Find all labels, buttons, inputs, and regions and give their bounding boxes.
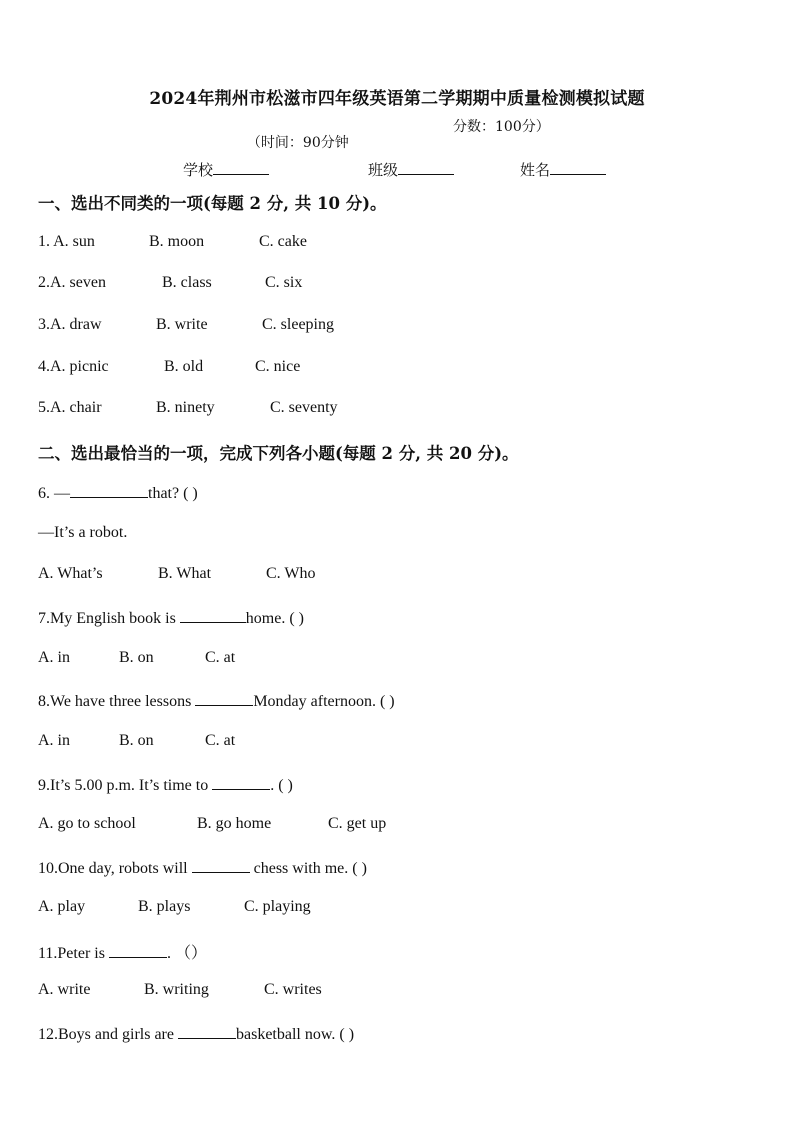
q10-option-c: C. playing bbox=[244, 898, 311, 915]
question-2 bbox=[38, 274, 303, 292]
section1-heading: 一、选出不同类的一项(每题 2 分, 共 10 分)。 bbox=[38, 194, 387, 213]
class-field bbox=[368, 159, 454, 180]
q12-suffix: basketball now. ( ) bbox=[235, 1026, 355, 1043]
class-blank[interactable] bbox=[398, 159, 454, 175]
question-8 bbox=[38, 690, 395, 711]
q9-suffix: . ( ) bbox=[270, 777, 293, 794]
q9-option-c: C. get up bbox=[328, 815, 387, 832]
q7-prefix: 7.My English book is bbox=[38, 610, 176, 627]
q8-prefix: 8.We have three lessons bbox=[38, 693, 192, 710]
q9-blank[interactable] bbox=[212, 774, 270, 790]
q10-option-a: A. play bbox=[38, 898, 86, 915]
q3-option-c: C. sleeping bbox=[262, 316, 334, 333]
q7-blank[interactable] bbox=[180, 607, 246, 623]
q5-option-c: C. seventy bbox=[270, 399, 338, 416]
q6-option-c: C. Who bbox=[266, 565, 316, 582]
question-9 bbox=[38, 774, 293, 795]
question-3 bbox=[38, 316, 334, 334]
q7-option-a: A. in bbox=[38, 649, 70, 666]
q9-option-b: B. go home bbox=[197, 815, 272, 832]
name-label: 姓名 bbox=[520, 161, 551, 179]
q11-prefix: 11.Peter is bbox=[38, 945, 105, 962]
q7-option-b: B. on bbox=[119, 649, 154, 666]
q10-options bbox=[38, 898, 311, 916]
q2-option-c: C. six bbox=[265, 274, 303, 291]
q11-blank[interactable] bbox=[109, 942, 167, 958]
q2-option-b: B. class bbox=[162, 274, 212, 291]
q11-option-c: C. writes bbox=[264, 981, 322, 998]
q6-blank[interactable] bbox=[70, 482, 148, 498]
q9-option-a: A. go to school bbox=[38, 815, 136, 832]
q6-options bbox=[38, 565, 316, 583]
school-label: 学校 bbox=[183, 161, 214, 179]
name-blank[interactable] bbox=[550, 159, 606, 175]
class-label: 班级 bbox=[368, 161, 399, 179]
school-blank[interactable] bbox=[213, 159, 269, 175]
q7-suffix: home. ( ) bbox=[245, 610, 304, 627]
exam-score: 分数：100分） bbox=[453, 119, 550, 135]
question-11 bbox=[38, 940, 207, 963]
school-field bbox=[183, 159, 269, 180]
q6-option-a: A. What’s bbox=[38, 565, 103, 582]
q4-option-a: 4.A. picnic bbox=[38, 358, 109, 375]
name-field bbox=[520, 159, 606, 180]
q4-option-c: C. nice bbox=[255, 358, 301, 375]
q3-option-b: B. write bbox=[156, 316, 208, 333]
question-4 bbox=[38, 358, 301, 376]
q11-suffix: . （） bbox=[166, 945, 207, 962]
section2-heading: 二、选出最恰当的一项，完成下列各小题(每题 2 分, 共 20 分)。 bbox=[38, 444, 519, 463]
q5-option-a: 5.A. chair bbox=[38, 399, 102, 416]
q1-option-a: 1. A. sun bbox=[38, 233, 95, 250]
question-12 bbox=[38, 1023, 354, 1044]
q8-blank[interactable] bbox=[195, 690, 253, 706]
q6-suffix: that? ( ) bbox=[148, 485, 198, 502]
question-5 bbox=[38, 399, 338, 417]
question-7 bbox=[38, 607, 304, 628]
q6-answer-line: —It’s a robot. bbox=[38, 524, 128, 541]
q10-prefix: 10.One day, robots will bbox=[38, 860, 188, 877]
q7-options bbox=[38, 649, 236, 667]
q8-suffix: Monday afternoon. ( ) bbox=[253, 693, 395, 710]
q8-option-c: C. at bbox=[205, 732, 236, 749]
q9-prefix: 9.It’s 5.00 p.m. It’s time to bbox=[38, 777, 209, 794]
question-6 bbox=[38, 482, 198, 503]
q10-suffix: chess with me. ( ) bbox=[253, 860, 367, 877]
q8-option-a: A. in bbox=[38, 732, 70, 749]
q10-blank[interactable] bbox=[192, 857, 250, 873]
q6-option-b: B. What bbox=[158, 565, 212, 582]
q1-option-c: C. cake bbox=[259, 233, 307, 250]
exam-time: （时间：90分钟 bbox=[246, 135, 349, 151]
q11-option-b: B. writing bbox=[144, 981, 209, 998]
q3-option-a: 3.A. draw bbox=[38, 316, 102, 333]
q7-option-c: C. at bbox=[205, 649, 236, 666]
q12-prefix: 12.Boys and girls are bbox=[38, 1026, 174, 1043]
question-1 bbox=[38, 233, 307, 251]
question-10 bbox=[38, 857, 367, 878]
q11-option-a: A. write bbox=[38, 981, 91, 998]
q11-options bbox=[38, 981, 322, 999]
q12-blank[interactable] bbox=[178, 1023, 236, 1039]
q1-option-b: B. moon bbox=[149, 233, 205, 250]
q9-options bbox=[38, 815, 387, 833]
q5-option-b: B. ninety bbox=[156, 399, 215, 416]
q10-option-b: B. plays bbox=[138, 898, 191, 915]
page-title: 2024年荆州市松滋市四年级英语第二学期期中质量检测模拟试题 bbox=[149, 89, 645, 109]
q2-option-a: 2.A. seven bbox=[38, 274, 106, 291]
q8-options bbox=[38, 732, 236, 750]
q6-prefix: 6. — bbox=[38, 485, 70, 502]
q8-option-b: B. on bbox=[119, 732, 154, 749]
q4-option-b: B. old bbox=[164, 358, 204, 375]
